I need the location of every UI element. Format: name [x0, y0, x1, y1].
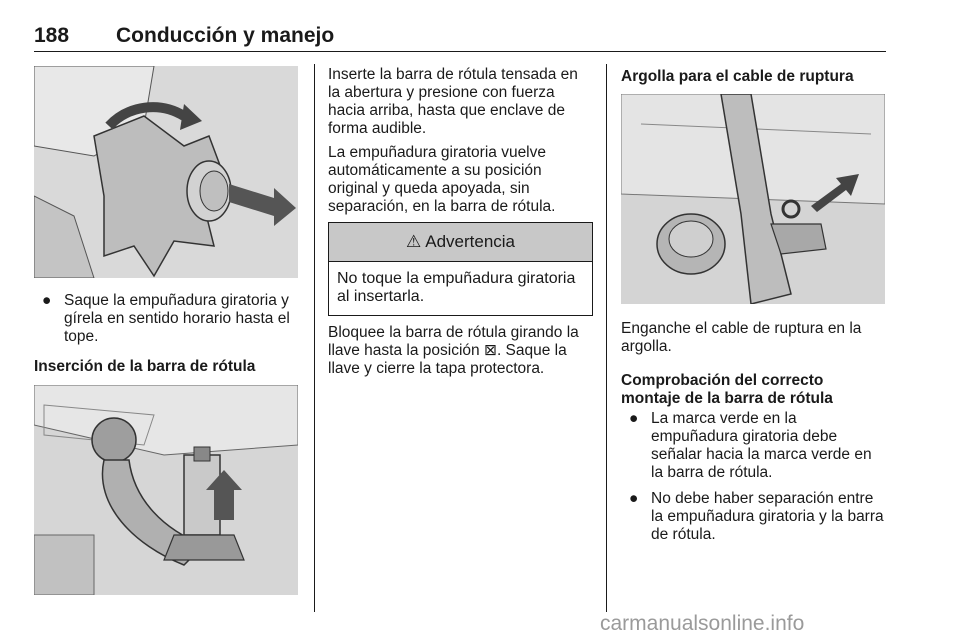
figure-ball-bar-insertion [34, 385, 298, 595]
bullet-icon: ● [629, 410, 639, 427]
section-heading-insertion: Inserción de la barra de rótula [34, 358, 256, 375]
bullet-icon: ● [629, 490, 639, 507]
warning-triangle-icon: ⚠ [405, 232, 422, 251]
figure-towing-eye [621, 94, 885, 304]
page-number: 188 [34, 24, 70, 47]
bullet-icon: ● [42, 292, 52, 309]
header-rule [34, 51, 886, 52]
list-item [621, 490, 887, 544]
warning-text: No toque la empuñadura giratoria al insertarla. [337, 270, 576, 305]
list-item [621, 410, 887, 482]
middle-column-text-lower [328, 324, 592, 378]
section-heading-check: Comprobación del correcto montaje de la barra de rótula [621, 372, 833, 407]
page-header [34, 24, 886, 50]
column-divider-left [314, 64, 315, 612]
watermark: carmanualsonline.info [600, 612, 805, 635]
figure-rotary-handle [34, 66, 298, 278]
right-column-text [621, 320, 887, 544]
paragraph: La empuñadura giratoria vuelve automáticamente a su posición original y queda apoyada, sin separación, en la barra de rótula. [328, 144, 556, 215]
warning-header [329, 223, 592, 262]
chapter-title: Conducción y manejo [116, 24, 335, 47]
left-column-text [34, 292, 300, 346]
paragraph: Bloquee la barra de rótula girando la llave hasta la posición ⊠. Saque la llave y cierre la tapa protectora. [328, 324, 579, 377]
paragraph: Inserte la barra de rótula tensada en la abertura y presione con fuerza hacia arriba, hasta que enclave de forma audible. [328, 66, 578, 137]
column-divider-right [606, 64, 607, 612]
bullet-text: No debe haber separación entre la empuñadura giratoria y la barra de rótula. [651, 490, 884, 543]
list-item [34, 292, 300, 346]
bullet-text: Saque la empuñadura giratoria y gírela en sentido horario hasta el tope. [64, 292, 290, 345]
section-heading-towing-eye: Argolla para el cable de ruptura [621, 68, 854, 85]
figure-caption: Enganche el cable de ruptura en la argolla. [621, 320, 862, 355]
warning-box [328, 222, 593, 316]
warning-title: Advertencia [425, 232, 516, 251]
middle-column-text [328, 66, 592, 216]
bullet-text: La marca verde en la empuñadura giratoria debe señalar hacia la marca verde en la barra de rótula. [651, 410, 872, 481]
